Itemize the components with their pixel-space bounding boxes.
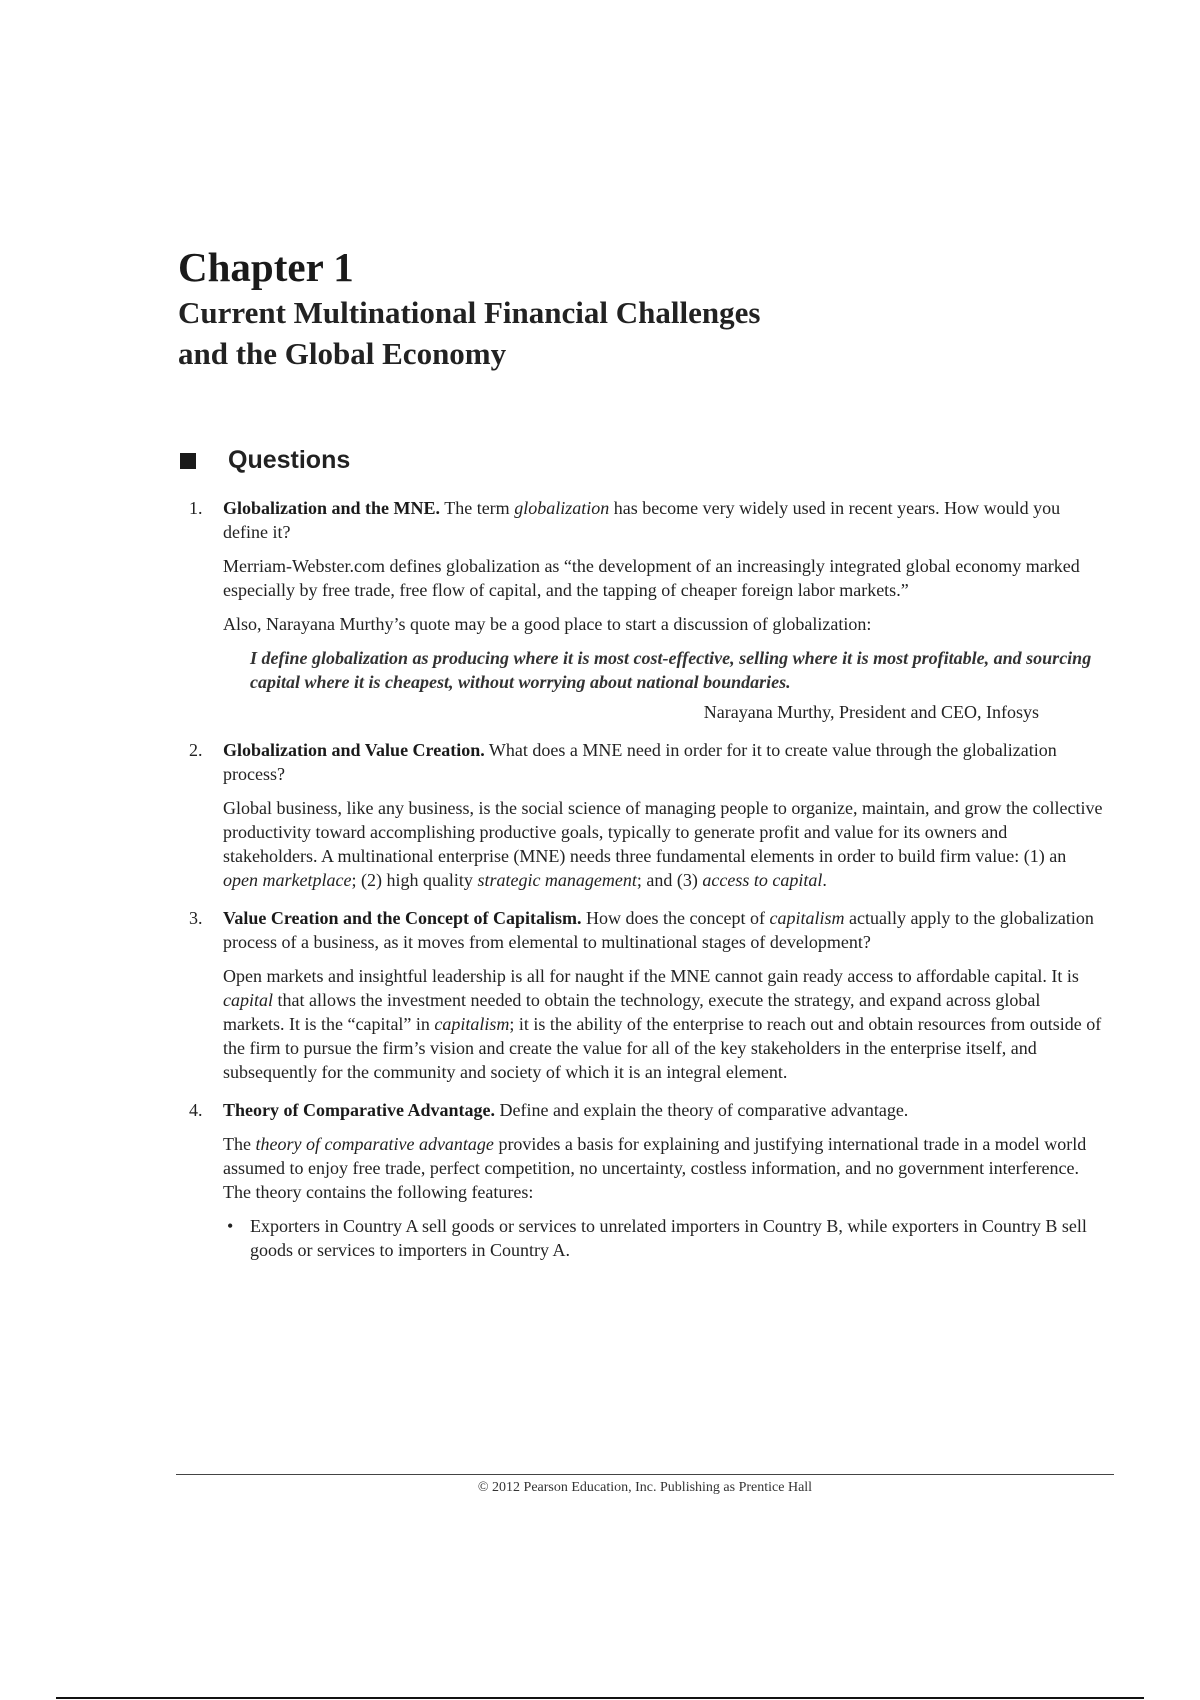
answer-text: ; it is the ability of the enterprise to reach out and obtain resources from outside of the firm to pursue the firm’s vision and create the value for all of the key stakeholders in the enterprise itself, and subsequently for the community and society of which it is an integral element. — [223, 1014, 1102, 1082]
question-body: How does the concept of — [581, 908, 770, 928]
question-emphasis: capitalism — [769, 908, 845, 928]
answer-emphasis: theory of comparative advantage — [255, 1134, 494, 1154]
question-text — [223, 906, 1103, 954]
answer-paragraph: Merriam-Webster.com defines globalization as “the development of an increasingly integrated global economy marked especially by free trade, free flow of capital, and the tapping of cheaper foreign labor markets.” — [223, 556, 1080, 600]
copyright-footer: © 2012 Pearson Education, Inc. Publishing as Prentice Hall — [477, 1480, 813, 1495]
chapter-heading — [178, 244, 760, 374]
page-bottom-divider — [56, 1697, 1144, 1699]
bullet-list — [223, 1214, 1103, 1262]
bullet-item — [223, 1214, 1103, 1262]
question-label: Theory of Comparative Advantage. — [223, 1100, 495, 1120]
answer-emphasis: capitalism — [434, 1014, 510, 1034]
question-number: 1. — [189, 498, 203, 518]
answer-text: The — [223, 1134, 256, 1154]
answer-emphasis: strategic management — [477, 870, 637, 890]
question-text — [223, 738, 1103, 786]
question-4 — [183, 1098, 1103, 1262]
question-body: What does a MNE need in order for it to create value through the globalization process? — [223, 740, 1057, 784]
answer-text: that allows the investment needed to obtain the technology, execute the strategy, and expand across global markets. It is the “capital” in — [223, 990, 1041, 1034]
chapter-title-line2: and the Global Economy — [178, 336, 507, 371]
question-text — [223, 496, 1103, 544]
answer-text: ; (2) high quality — [351, 870, 478, 890]
answer-paragraph — [223, 964, 1103, 1084]
answer-text: Open markets and insightful leadership is all for naught if the MNE cannot gain ready access to affordable capital. It is — [223, 966, 1079, 986]
question-2 — [183, 738, 1103, 892]
answer-emphasis: open marketplace — [223, 870, 352, 890]
chapter-number: Chapter 1 — [178, 244, 354, 290]
answer-paragraph: Also, Narayana Murthy’s quote may be a good place to start a discussion of globalization: — [223, 614, 872, 634]
question-label: Value Creation and the Concept of Capitalism. — [223, 908, 582, 928]
answer-text: Global business, like any business, is the social science of managing people to organize, maintain, and grow the collective productivity toward accomplishing productive goals, typically to generate profit and value for its owners and stakeholders. A multinational enterprise (MNE) needs three fundamental elements in order to build firm value: (1) an — [223, 798, 1103, 866]
quote-block: I define globalization as producing where it is most cost-effective, selling where it is most profitable, and sourcing capital where it is cheapest, without worrying about national boundaries. — [250, 648, 1092, 692]
question-body: actually apply to the globalization process of a business, as it moves from elemental to multinational stages of development? — [223, 908, 1094, 952]
section-title: Questions — [228, 446, 351, 474]
questions-list — [183, 496, 1103, 1276]
answer-paragraph — [223, 796, 1103, 892]
answer-paragraph — [223, 1132, 1103, 1204]
answer-text: ; and (3) — [636, 870, 703, 890]
answer-emphasis: capital — [223, 990, 273, 1010]
question-3 — [183, 906, 1103, 1084]
question-label: Globalization and Value Creation. — [223, 740, 485, 760]
question-label: Globalization and the MNE. — [223, 498, 441, 518]
question-1 — [183, 496, 1103, 724]
question-number: 4. — [189, 1100, 203, 1120]
question-body: has become very widely used in recent years. How would you define it? — [223, 498, 1061, 542]
footer-divider — [176, 1474, 1114, 1475]
square-bullet-icon — [180, 453, 196, 469]
question-body: The term — [440, 498, 515, 518]
question-text — [223, 1098, 1103, 1122]
bullet-text: Exporters in Country A sell goods or services to unrelated importers in Country B, while exporters in Country B sell goods or services to importers in Country A. — [250, 1216, 1087, 1260]
chapter-title — [178, 292, 760, 374]
bullet-icon: • — [227, 1216, 234, 1236]
question-number: 2. — [189, 740, 203, 760]
answer-text: provides a basis for explaining and justifying international trade in a model world assumed to enjoy free trade, perfect competition, no uncertainty, costless information, and no government interference. The theory contains the following features: — [223, 1134, 1087, 1202]
question-body: Define and explain the theory of comparative advantage. — [494, 1100, 909, 1120]
answer-text: . — [822, 870, 827, 890]
question-emphasis: globalization — [514, 498, 610, 518]
chapter-title-line1: Current Multinational Financial Challenges — [178, 295, 761, 330]
question-number: 3. — [189, 908, 203, 928]
answer-emphasis: access to capital — [702, 870, 823, 890]
section-header — [180, 446, 350, 475]
quote-attribution: Narayana Murthy, President and CEO, Infosys — [703, 702, 1039, 722]
